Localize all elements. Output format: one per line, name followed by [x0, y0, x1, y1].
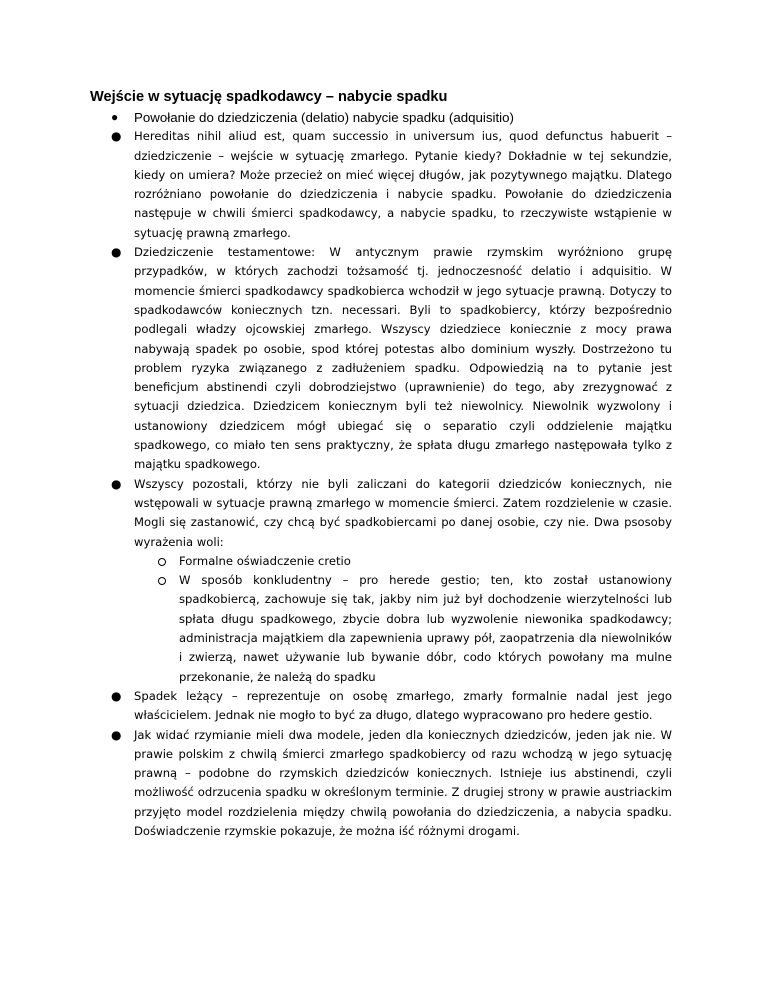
section-heading: Wejście w sytuację spadkodawcy – nabycie spadku: [90, 89, 448, 105]
bullet-icon: ●: [111, 129, 122, 144]
list-item: [90, 127, 672, 243]
bullet-icon: ●: [111, 245, 122, 260]
bullet-icon: ●: [111, 110, 119, 124]
list-item: [90, 108, 672, 127]
list-item-text: Dziedziczenie testamentowe: W antycznym prawie rzymskim wyróżniono grupę przypadków, w których zachodzi tożsamość tj. jednoczesność delatio i adquisitio. W momencie śmierci spadkodawcy spadkobierca wchodził w jego sytuacje prawną. Dotyczy to spadkodawców koniecznych tzn. necessari. Byli to spadkobiercy, którzy bezpośrednio podlegali władzy ojcowskiej zmarłego. Wszyscy dziedziece koniecznie z mocy prawa nabywają spadek po osobie, spod której potestas albo dominium wyszły. Dostrzeżono tu problem ryzyka związanego z zadłużeniem spadku. Odpowiedzią na to pytanie jest beneficjum abstinendi czyli dobrodziejstwo (uprawnienie) do tego, aby zrezygnować z sytuacji dziedzica. Dziedzicem koniecznym byli też niewolnicy. Niewolnik wyzwolony i ustanowiony dziedzicem mógł ubiegać się o separatio czyli oddzielenie majątku spadkowego, co miało ten sens praktyczny, że spłata długu zmarłego następowała tylko z majątku spadkowego.: [134, 245, 672, 472]
list-item-text: Spadek leżący – reprezentuje on osobę zmarłego, zmarły formalnie nadal jest jego właścicielem. Jednak nie mogło to być za długo, dlatego wypracowano pro hedere gestio.: [134, 688, 672, 723]
sub-list-item-text: W sposób konkludentny – pro herede gestio; ten, kto został ustanowiony spadkobiercą, zachowuje się tak, jakby nim już był dochodzenie wierzytelności lub spłata długu spadkowego, zbycie dobra lub wyzwolenie niewonika spadkodawcy; administracja majątkiem dla zapewnienia uprawy pół, zaopatrzenia dla niewolników i zwierzą, nawet używanie lub bywanie dóbr, codo których powołany ma mulne przekonanie, że należą do spadku: [179, 573, 672, 684]
list-item: [90, 726, 672, 842]
bullet-icon: ●: [111, 727, 122, 742]
list-item: [90, 475, 672, 687]
sub-bullet-list: [134, 552, 672, 687]
circle-bullet-icon: [158, 577, 166, 585]
sub-list-item-text: Formalne oświadczenie cretio: [179, 553, 351, 568]
bullet-icon: ●: [111, 476, 122, 491]
document-page: [90, 88, 672, 841]
list-item: [90, 243, 672, 475]
bullet-icon: ●: [111, 688, 122, 703]
bullet-list: [90, 108, 672, 841]
list-item: [90, 687, 672, 726]
sub-list-item: [134, 571, 672, 687]
circle-bullet-icon: [158, 558, 166, 566]
sub-list-item: [134, 552, 672, 571]
list-item-text: Jak widać rzymianie mieli dwa modele, jeden dla koniecznych dziedziców, jeden jak nie. W prawie polskim z chwilą śmierci zmarłego spadkobiercy od razu wchodzą w jego sytuację prawną – podobne do rzymskich dziedziców koniecznych. Istnieje ius abstinendi, czyli możliwość odrzucenia spadku w określonym terminie. Z drugiej strony w prawie austriackim przyjęto model rozdzielenia między chwilą powołania do dziedziczenia, a nabycia spadku. Doświadczenie rzymskie pokazuje, że można iść różnymi drogami.: [134, 727, 672, 838]
list-item-text: Wszyscy pozostali, którzy nie byli zaliczani do kategorii dziedziców koniecznych, nie wstępowali w sytuacje prawną zmarłego w momencie śmierci. Zatem rozdzielenie w czasie. Mogli się zastanowić, czy chcą być spadkobiercami po danej osobie, czy nie. Dwa psosoby wyrażenia woli:: [134, 476, 672, 549]
list-item-text: Hereditas nihil aliud est, quam successio in universum ius, quod defunctus habuerit – dziedziczenie – wejście w sytuację zmarłego. Pytanie kiedy? Dokładnie w tej sekundzie, kiedy on umiera? Może przecież on mieć więcej długów, jak pozytywnego majątku. Dlatego rozróżniano powołanie do dziedziczenia i nabycie spadku. Powołanie do dziedziczenia następuje w chwili śmierci spadkodawcy, a nabycie spadku, to rzeczywiste wstąpienie w sytuację prawną zmarłego.: [134, 129, 672, 240]
list-item-text: Powołanie do dziedziczenia (delatio) nabycie spadku (adquisitio): [134, 110, 514, 125]
